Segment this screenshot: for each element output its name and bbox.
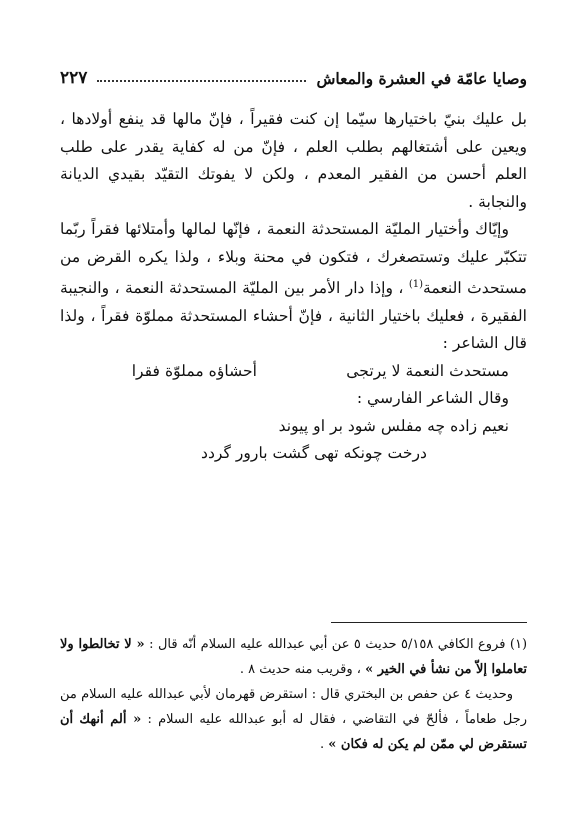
footnote-quote: « ألم أنهك xyxy=(79,712,142,727)
footnote-text: ، وقريب منه حديث ٨ . xyxy=(239,662,366,677)
running-header xyxy=(60,62,527,88)
text-line: وإيّاك وأختيار المليّة المستحدثة النعمة ، فإنّها لمالها وأمتلائها فقراً xyxy=(91,220,509,238)
footnote-1 xyxy=(60,632,527,682)
header-dot-leader xyxy=(97,80,306,82)
text-line: فقراً ، ولذا قال الشاعر : xyxy=(60,306,527,353)
footnote-1-continued xyxy=(60,682,527,757)
persian-verse-line-2: درخت چونكه تهى گشت بارور گردد xyxy=(201,444,427,463)
footnote-text: . xyxy=(320,737,329,752)
poet-intro: وقال الشاعر الفارسي : xyxy=(356,389,509,408)
footnote-separator xyxy=(331,622,527,623)
text-line: والنجابة . xyxy=(468,192,527,211)
footnote-quote: أن تستقرض لي ممّن لم يكن له فكان » xyxy=(60,712,527,752)
persian-verse-line-1: نعيم زاده چه مفلس شود بر او پيوند xyxy=(278,416,509,435)
text-line: أولادها ، ويعين على أشتغالهم بطلب العلم ، فإنّ من له كفاية يقدر على xyxy=(60,110,527,156)
header-title: وصايا عامّة في العشرة والمعاش xyxy=(316,69,527,88)
paragraph-1 xyxy=(60,106,527,216)
footnotes xyxy=(60,632,527,757)
footnote-text: السلام من رجل طعاماً ، فألحّ في التقاضي ، فقال له أبو عبدالله عليه السلام : xyxy=(60,687,527,727)
footnote-text: (١) فروع الكافي ٥/١٥٨ حديث ٥ عن أبي عبدالله عليه السلام أنّه قال : xyxy=(144,637,528,652)
paragraph-2 xyxy=(60,216,527,358)
text-line: بل عليك بنيّ باختيارها سيّما إن كنت فقيراً ، فإنّ مالها قد ينفع xyxy=(118,110,527,128)
main-text xyxy=(60,106,527,468)
page-number: ٢٢٧ xyxy=(60,68,88,88)
verse-couplet xyxy=(60,358,527,386)
text-line: ربّما تتكبّر عليك وتستصغرك ، فتكون في محنة وبلاء ، ولذا يكره القرض xyxy=(60,220,527,266)
text-line: طلب العلم أحسن من الفقير المعدم ، ولكن لا يفوتك التقيّد بقيدي الديانة xyxy=(60,137,527,183)
footnote-quote: « لا تخالطوا ولا xyxy=(60,637,145,652)
footnote-quote: تعاملوا إلاّ من نشأ في الخير » xyxy=(365,662,527,677)
text-line: ، وإذا دار الأمر بين المليّة المستحدثة النعمة ، xyxy=(114,279,409,298)
footnote-ref[interactable]: (1) xyxy=(408,279,424,290)
text-line: من مستحدث النعمة xyxy=(60,247,527,298)
verse-hemistich-1: مستحدث النعمة لا يرتجى xyxy=(346,361,509,380)
text-line: والنجيبة الفقيرة ، فعليك باختيار الثانية ، فإنّ أحشاء المستحدثة مملوّة xyxy=(60,279,527,325)
verse-hemistich-2: أحشاؤه مملوّة فقرا xyxy=(131,361,257,380)
footnote-text: وحديث ٤ عن حفص بن البختري قال : استقرض قهرمان لأبي عبدالله عليه xyxy=(120,687,514,702)
